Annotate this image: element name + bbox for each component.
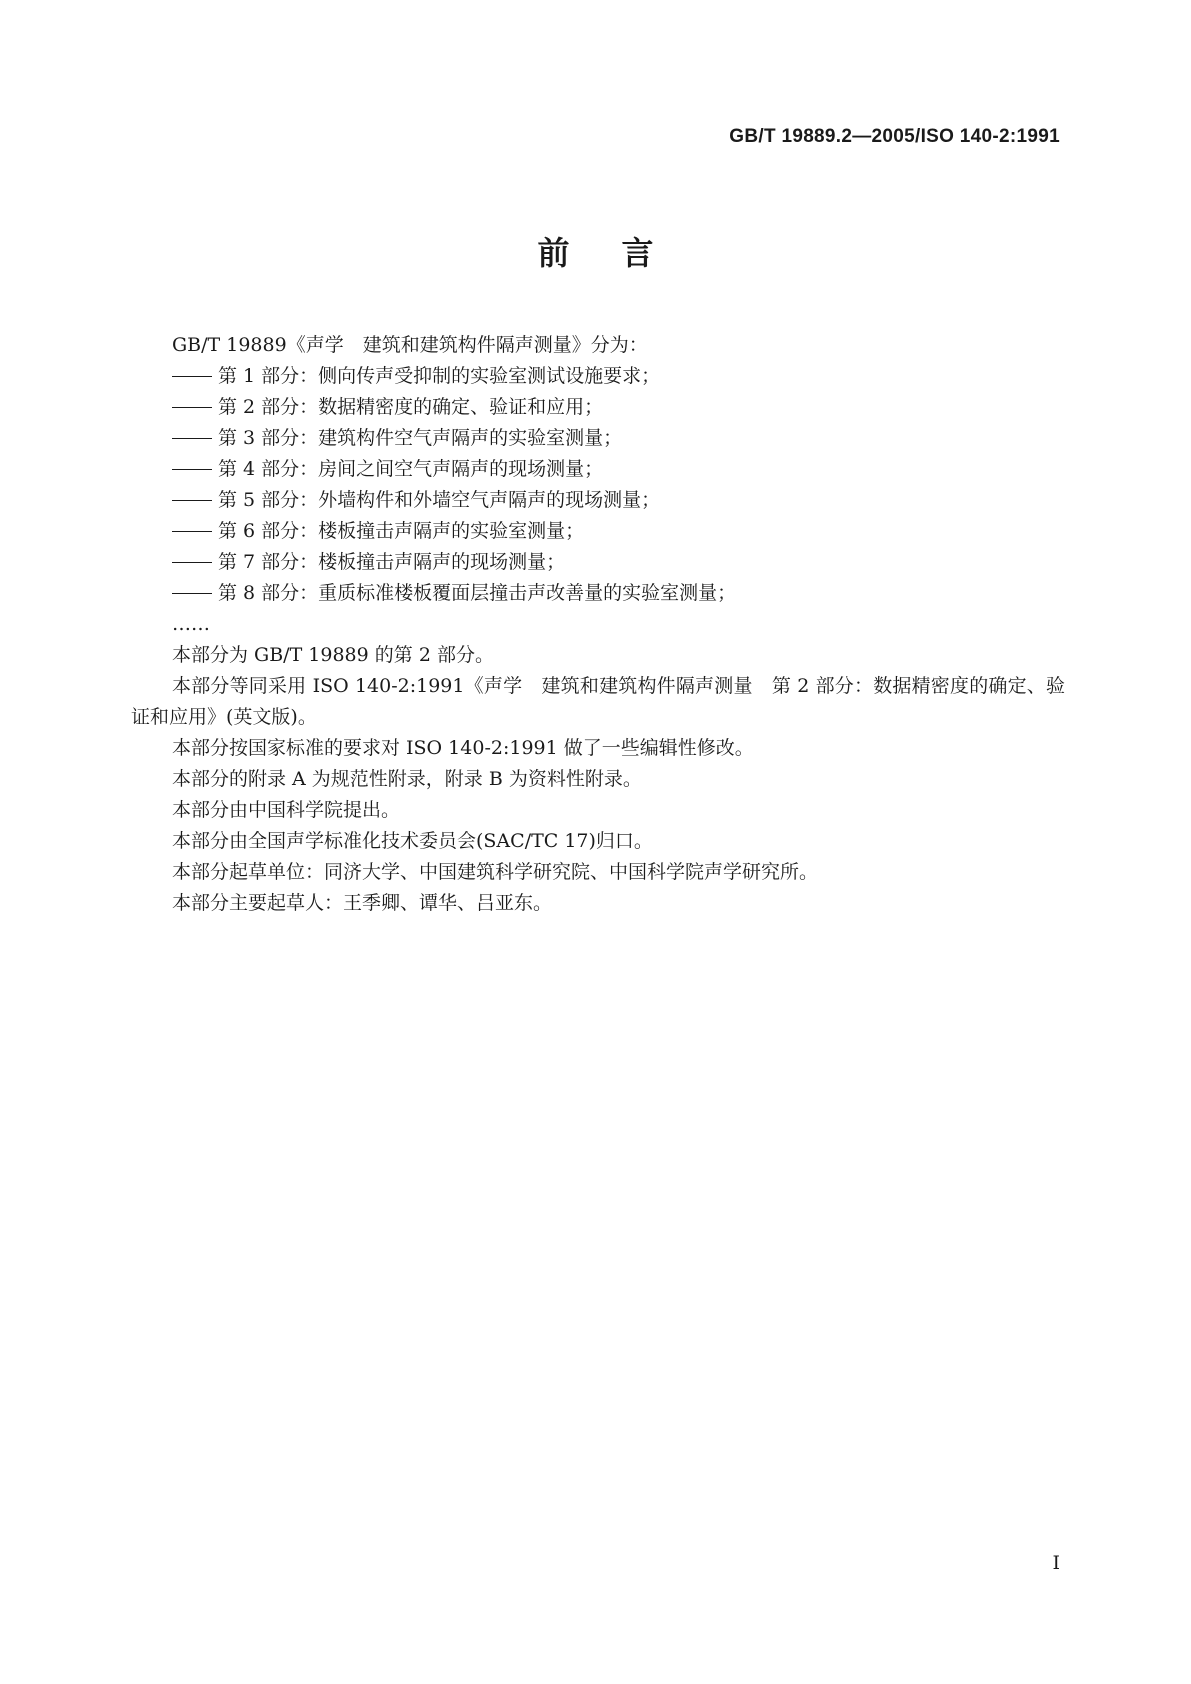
part-item-text: 第 3 部分：建筑构件空气声隔声的实验室测量； (218, 427, 623, 449)
part-list-item (131, 392, 1065, 423)
body-paragraph: 本部分等同采用 ISO 140-2:1991《声学 建筑和建筑构件隔声测量 第 2 部分：数据精密度的确定、验证和应用》(英文版)。 (131, 675, 1065, 728)
em-dash-icon (172, 438, 212, 439)
part-list-item (131, 454, 1065, 485)
part-list-item (131, 485, 1065, 516)
body-paragraph: 本部分由中国科学院提出。 (172, 799, 401, 821)
part-item-text: 第 1 部分：侧向传声受抑制的实验室测试设施要求； (218, 365, 661, 387)
part-item-text: 第 5 部分：外墙构件和外墙空气声隔声的现场测量； (218, 489, 661, 511)
part-item-text: 第 6 部分：楼板撞击声隔声的实验室测量； (218, 520, 585, 542)
part-list-item (131, 578, 1065, 609)
ellipsis: …… (172, 613, 210, 635)
part-item-text: 第 4 部分：房间之间空气声隔声的现场测量； (218, 458, 604, 480)
body-paragraph: 本部分为 GB/T 19889 的第 2 部分。 (172, 644, 494, 666)
body-paragraph: 本部分由全国声学标准化技术委员会(SAC/TC 17)归口。 (172, 830, 653, 852)
preface-body (131, 330, 1065, 919)
part-list-item (131, 361, 1065, 392)
em-dash-icon (172, 376, 212, 377)
page-title: 前言 (537, 234, 706, 272)
body-paragraph: 本部分的附录 A 为规范性附录，附录 B 为资料性附录。 (172, 768, 642, 790)
em-dash-icon (172, 562, 212, 563)
em-dash-icon (172, 500, 212, 501)
part-item-text: 第 8 部分：重质标准楼板覆面层撞击声改善量的实验室测量； (218, 582, 737, 604)
part-list-item (131, 423, 1065, 454)
part-list-item (131, 516, 1065, 547)
intro-paragraph: GB/T 19889《声学 建筑和建筑构件隔声测量》分为： (172, 334, 648, 356)
em-dash-icon (172, 531, 212, 532)
standard-number-header: GB/T 19889.2—2005/ISO 140-2:1991 (729, 126, 1060, 147)
page-number: I (1052, 1552, 1060, 1574)
body-paragraph: 本部分起草单位：同济大学、中国建筑科学研究院、中国科学院声学研究所。 (172, 861, 819, 883)
body-paragraph: 本部分主要起草人：王季卿、谭华、吕亚东。 (172, 892, 553, 914)
part-item-text: 第 7 部分：楼板撞击声隔声的现场测量； (218, 551, 566, 573)
part-item-text: 第 2 部分：数据精密度的确定、验证和应用； (218, 396, 604, 418)
body-paragraph: 本部分按国家标准的要求对 ISO 140-2:1991 做了一些编辑性修改。 (172, 737, 754, 759)
em-dash-icon (172, 593, 212, 594)
em-dash-icon (172, 407, 212, 408)
em-dash-icon (172, 469, 212, 470)
part-list-item (131, 547, 1065, 578)
